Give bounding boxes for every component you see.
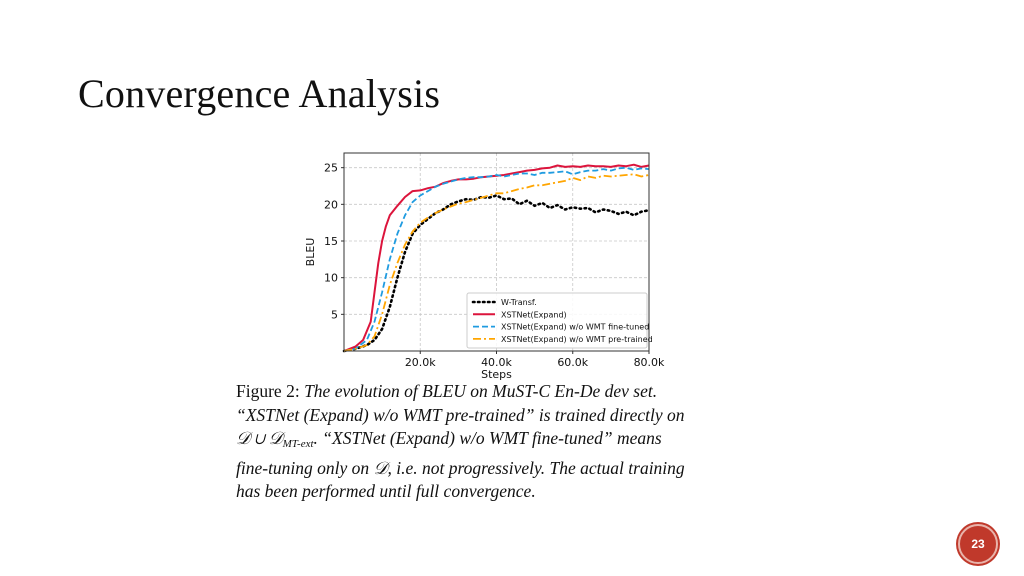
caption-line-3 bbox=[236, 427, 756, 457]
caption-line-3-text: . “XSTNet (Expand) w/o WMT fine-tuned” means bbox=[313, 428, 662, 448]
caption-line-4 bbox=[236, 457, 756, 481]
x-tick-label: 60.0k bbox=[557, 356, 589, 369]
y-tick-label: 15 bbox=[324, 235, 338, 248]
slide-title: Convergence Analysis bbox=[78, 71, 441, 116]
legend-label: XSTNet(Expand) bbox=[501, 310, 567, 320]
caption-line-5-text: has been performed until full convergence. bbox=[236, 481, 536, 501]
page-number-badge: 23 bbox=[958, 524, 998, 564]
legend-label: W-Transf. bbox=[501, 298, 537, 307]
caption-line-4-text: fine-tuning only on 𝒟, i.e. not progressively. The actual training bbox=[236, 457, 685, 478]
caption-math-d: 𝒟 ∪ 𝒟 bbox=[236, 428, 283, 448]
figure-label: Figure 2: bbox=[236, 381, 300, 401]
caption-subscript: MT-ext bbox=[282, 438, 314, 450]
y-tick-label: 20 bbox=[324, 198, 338, 212]
caption-line-2-text: “XSTNet (Expand) w/o WMT pre-trained” is trained directly on bbox=[236, 404, 685, 425]
legend-label: XSTNet(Expand) w/o WMT fine-tuned bbox=[501, 322, 650, 332]
caption-line-5 bbox=[236, 480, 756, 504]
caption-line-2 bbox=[236, 404, 756, 428]
legend-label: XSTNet(Expand) w/o WMT pre-trained bbox=[501, 334, 653, 344]
legend bbox=[467, 293, 653, 348]
x-axis-label: Steps bbox=[481, 368, 512, 381]
x-tick-label: 20.0k bbox=[404, 356, 436, 369]
y-tick-label: 25 bbox=[324, 161, 338, 175]
x-tick-label: 40.0k bbox=[481, 356, 512, 369]
figure-caption bbox=[236, 380, 756, 504]
y-axis-label: BLEU bbox=[304, 237, 317, 267]
y-tick-label: 10 bbox=[324, 271, 338, 285]
x-tick-label: 80.0k bbox=[633, 356, 665, 369]
caption-line-1 bbox=[236, 380, 756, 404]
caption-line-1-text: The evolution of BLEU on MuST-C En-De dev set. bbox=[304, 381, 658, 401]
bleu-line-chart bbox=[300, 145, 680, 385]
y-tick-label: 5 bbox=[331, 308, 338, 322]
